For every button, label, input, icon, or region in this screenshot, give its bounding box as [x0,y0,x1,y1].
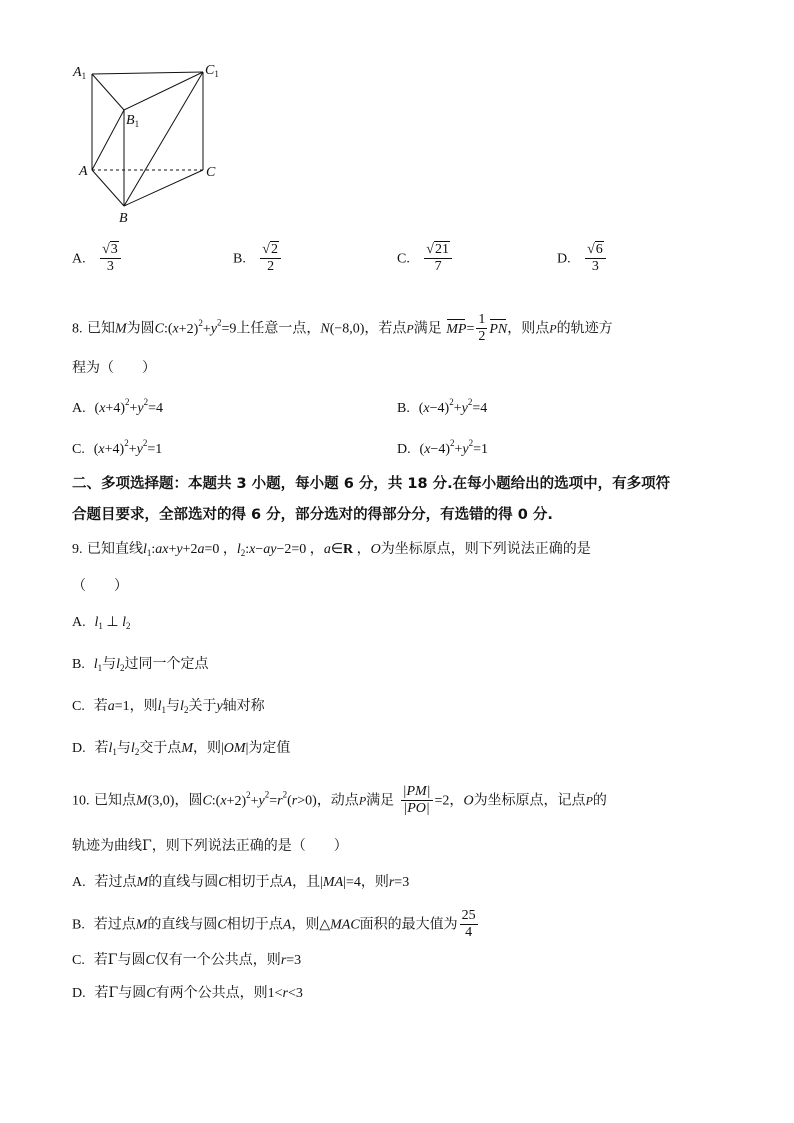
q10-option-c[interactable]: C. 若Γ与圆C仅有一个公共点，则r=3 [72,952,302,968]
q9-option-b[interactable]: B. $l_1$与$l_2$过同一个定点 [72,656,209,673]
label-c: C [206,165,216,180]
q9-option-a[interactable]: A. $l_1$ ⊥ $l_2$ [72,615,131,631]
q7-option-a[interactable]: A. $\frac{√3}{3}$ [72,242,123,275]
q9-stem: 9. 已知直线$l_1:ax+y+2a=0$ ，$l_2:x-ay-2=0$ ，a∈R ，O为坐标原点，则下列说法正确的是 [72,541,591,558]
q9-stem-line2: （ ） [72,578,128,594]
q8-option-b[interactable]: B. $(x-4)^2+y^2=4$ [397,397,488,416]
label-b1: $B_1$ [126,113,140,129]
q10-stem: 10. 已知点M(3,0)，圆$C:(x+2)^2+y^2=r^2(r>0)$，动点P满足 $\frac{|PM|}{|PO|}$ =2，O为坐标原点，记点P的 [72,784,607,817]
q8-stem-line2: 程为（ ） [72,360,156,376]
q9-option-d[interactable]: D. 若$l_1$与$l_2$交于点M，则|OM|为定值 [72,740,291,757]
label-c1: $C_1$ [205,63,219,79]
label-a: A [79,164,88,179]
section2-heading-line2: 合题目要求，全部选对的得 6 分，部分选对的得部分分，有选错的得 0 分. [72,507,553,523]
q8-option-c[interactable]: C. $(x+4)^2+y^2=1$ [72,438,163,457]
q10-option-a[interactable]: A. 若过点M的直线与圆C相切于点A，且|MA|=4，则r=3 [72,874,410,890]
q10-option-b[interactable]: B. 若过点M的直线与圆C相切于点A，则△MAC面积的最大值为 $\frac{25}{4}$ [72,908,476,941]
q7-option-c[interactable]: C. $\frac{√21}{7}$ [397,242,454,275]
q10-stem-line2: 轨迹为曲线Γ，则下列说法正确的是（ ） [72,838,348,854]
q10-option-d[interactable]: D. 若Γ与圆C有两个公共点，则1<r<3 [72,985,303,1001]
section2-heading-line1: 二、多项选择题：本题共 3 小题，每小题 6 分，共 18 分.在每小题给出的选项中，有多项符 [72,476,671,492]
q8-option-d[interactable]: D. $(x-4)^2+y^2=1$ [397,438,489,457]
q8-option-a[interactable]: A. $(x+4)^2+y^2=4$ [72,397,164,416]
q7-option-d[interactable]: D. $\frac{√6}{3}$ [557,242,608,275]
q7-option-b[interactable]: B. $\frac{√2}{2}$ [233,242,283,275]
prism-figure [70,58,230,228]
label-a1: $A_1$ [73,65,87,81]
label-b: B [119,211,128,226]
q8-stem: 8. 已知M为圆$C:(x+2)^2+y^2=9$上任意一点，N(−8,0)，若点P满足 MP= $\frac{1}{2}$ PN，则点P的轨迹方 [72,312,613,345]
q9-option-c[interactable]: C. 若a=1，则$l_1$与$l_2$关于y轴对称 [72,698,265,715]
